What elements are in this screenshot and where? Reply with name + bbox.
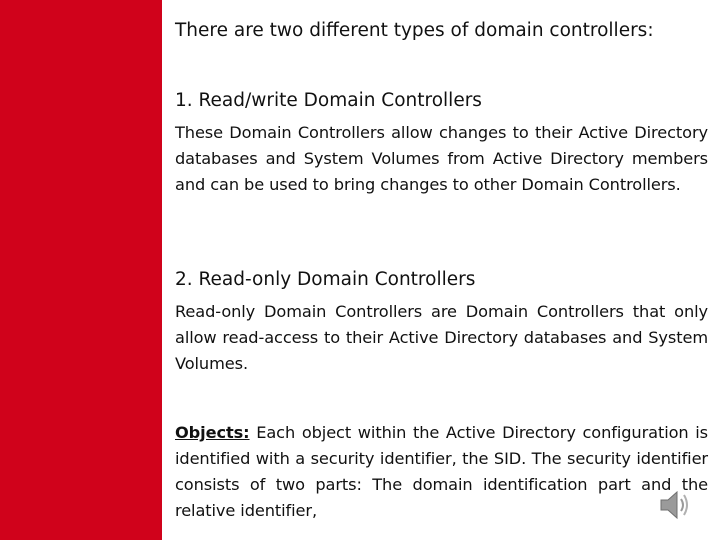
section2-heading: 2. Read-only Domain Controllers (175, 269, 476, 290)
objects-paragraph (175, 420, 708, 524)
section1-heading: 1. Read/write Domain Controllers (175, 90, 482, 111)
section2-body: Read-only Domain Controllers are Domain Controllers that only allow read-access to their Active Directory databases and System Volumes. (175, 302, 708, 373)
red-sidebar (0, 0, 162, 540)
objects-body: Each object within the Active Directory configuration is identified with a security identifier, the SID. The security identifier consists of two parts: The domain identification part and the relative identifier, (175, 423, 708, 520)
intro-text: There are two different types of domain controllers: (175, 20, 654, 41)
objects-label: Objects: (175, 423, 250, 442)
speaker-icon[interactable] (655, 485, 695, 525)
section1-body: These Domain Controllers allow changes to their Active Directory databases and System Volumes from Active Directory members and can be used to bring changes to other Domain Controllers. (175, 123, 708, 194)
